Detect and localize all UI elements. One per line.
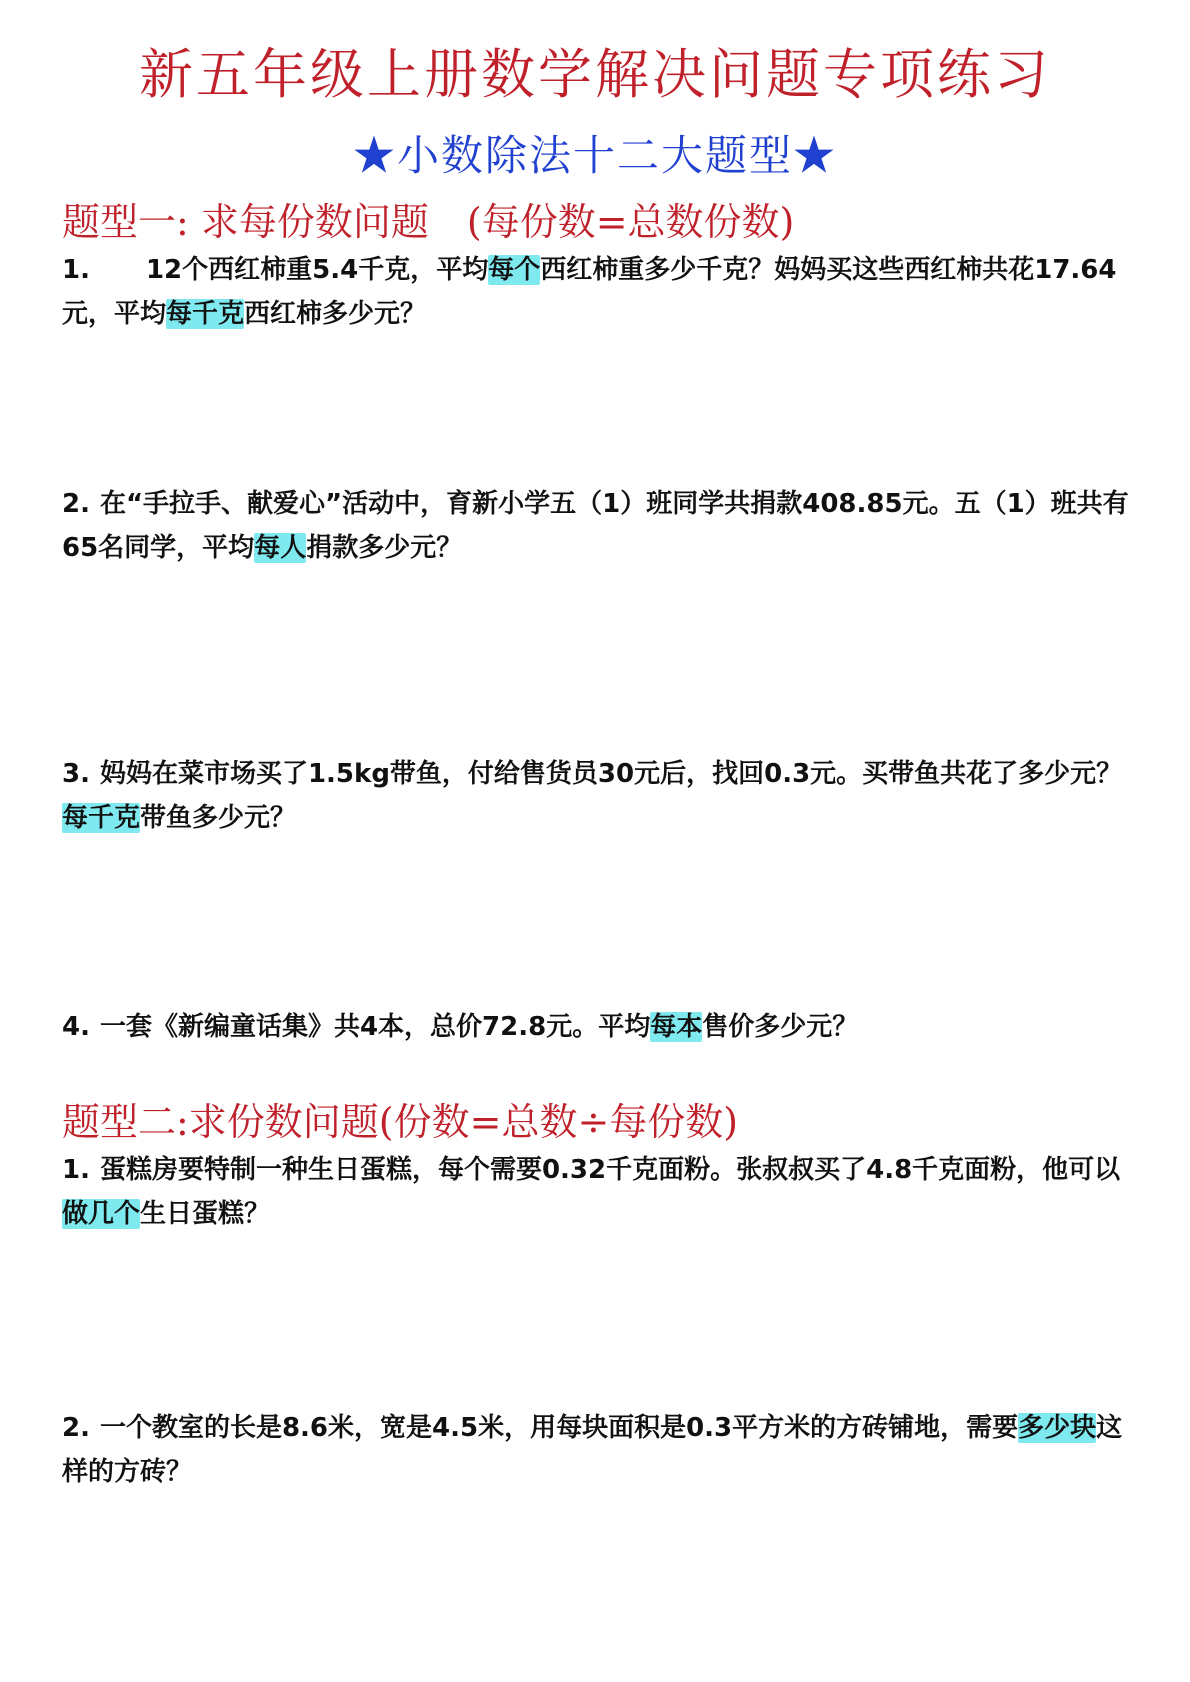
- question-text: 生日蛋糕？: [140, 1199, 271, 1229]
- question-text: 售价多少元？: [702, 1012, 859, 1042]
- page-title: 新五年级上册数学解决问题专项练习: [139, 43, 1051, 106]
- question-number: 1.: [62, 255, 90, 285]
- question-text: 12个西红柿重5.4千克，平均: [145, 255, 489, 285]
- question-text: 这样的方砖？: [62, 1413, 1123, 1487]
- highlighted-keyword: 多少块: [1018, 1413, 1097, 1443]
- question-text: 一套《新编童话集》共4本，总价72.8元。平均: [99, 1012, 651, 1042]
- question-text: 西红柿多少元？: [244, 299, 427, 329]
- question-text: 蛋糕房要特制一种生日蛋糕，每个需要0.32千克面粉。张叔叔买了4.8千克面粉，他可以: [99, 1155, 1121, 1185]
- question-number: 2.: [62, 1413, 90, 1443]
- question-text: 在“手拉手、献爱心”活动中，育新小学五（1）班同学共捐款408.85元。五（1）班共有65名同学，平均: [62, 489, 1129, 563]
- question-number: 4.: [62, 1012, 90, 1042]
- highlighted-keyword: 每本: [650, 1012, 703, 1042]
- question-1-3: [62, 752, 1142, 840]
- question-number: 1.: [62, 1155, 90, 1185]
- question-text: 妈妈在菜市场买了1.5kg带鱼，付给售货员30元后，找回0.3元。买带鱼共花了多少元？: [99, 759, 1123, 789]
- question-2-2: [62, 1406, 1142, 1494]
- highlighted-keyword: 每人: [254, 533, 307, 563]
- page-subtitle: ★小数除法十二大题型★: [352, 131, 837, 180]
- question-text: 带鱼多少元？: [140, 803, 297, 833]
- question-1-1: [62, 248, 1142, 336]
- question-text: 捐款多少元？: [306, 533, 463, 563]
- highlighted-keyword: 每个: [488, 255, 541, 285]
- highlighted-keyword: 做几个: [62, 1199, 141, 1229]
- question-text: 西红柿重多少千克？妈妈买这些西红柿共花17.64元，平均: [62, 255, 1117, 329]
- highlighted-keyword: 每千克: [166, 299, 245, 329]
- highlighted-keyword: 每千克: [62, 803, 141, 833]
- question-2-1: [62, 1148, 1142, 1236]
- question-text: 一个教室的长是8.6米，宽是4.5米，用每块面积是0.3平方米的方砖铺地，需要: [99, 1413, 1019, 1443]
- section-heading-1: 题型一: 求每份数问题 (每份数=总数份数): [62, 200, 795, 244]
- question-number: 3.: [62, 759, 90, 789]
- question-number: 2.: [62, 489, 90, 519]
- question-1-2: [62, 482, 1142, 570]
- question-1-4: [62, 1005, 1142, 1049]
- section-heading-2: 题型二:求份数问题(份数=总数÷每份数): [62, 1100, 739, 1144]
